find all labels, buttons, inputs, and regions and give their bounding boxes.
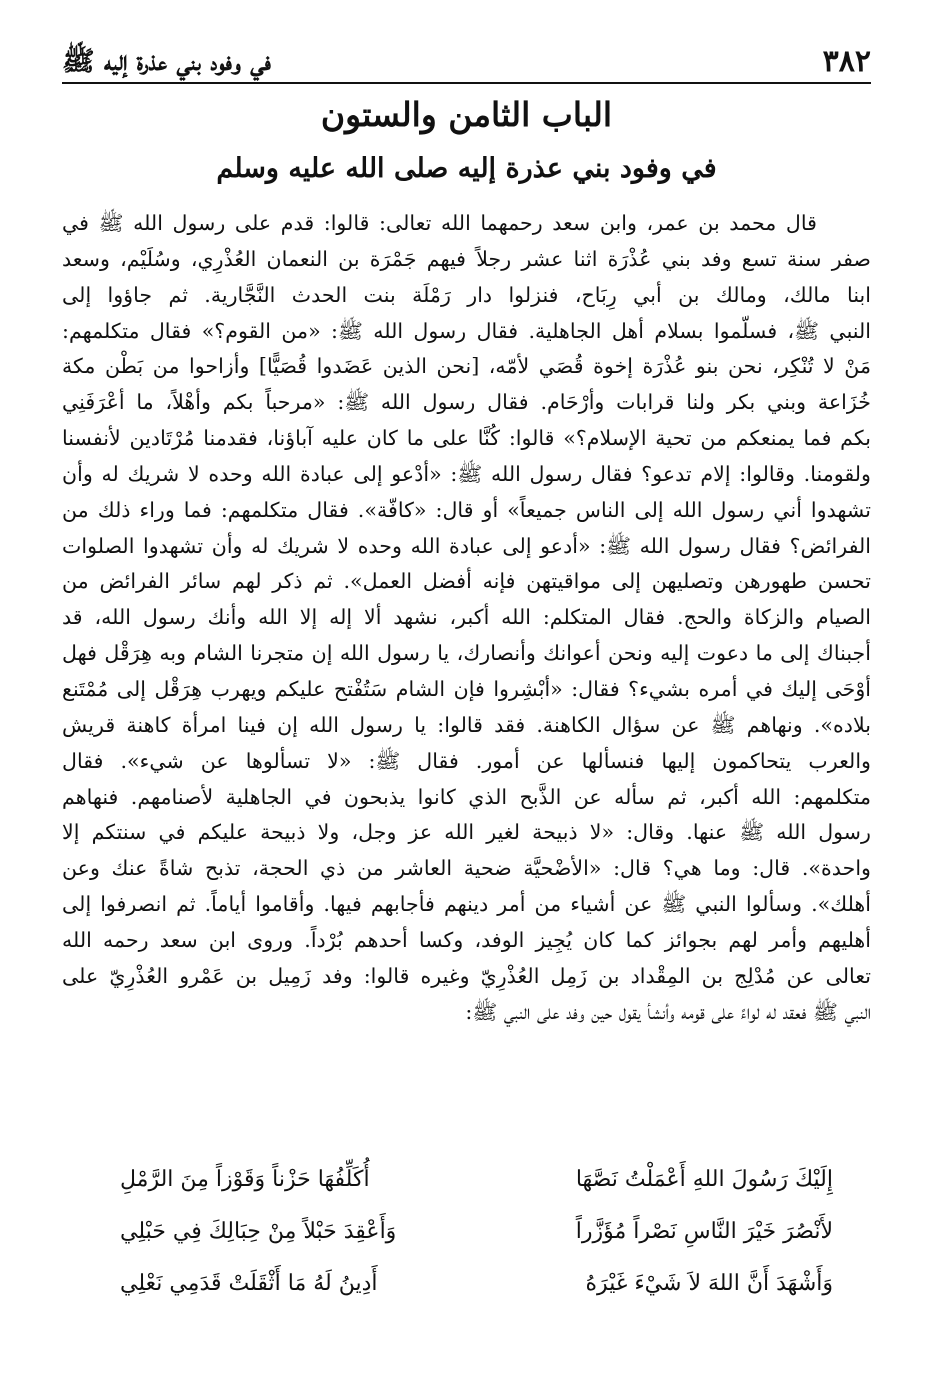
text-line: ولقومنا. وقالوا: إلام تدعو؟ فقال رسول الله ﷺ: «أدْعو إلى عبادة الله وحده لا شريك له وأن: [62, 461, 871, 486]
text-line: ابنا مالك، ومالك بن أبي رِبَاح، فنزلوا دار رَمْلَة بنت الحدث النَّجَّارية. ثم جاؤوا إلى: [62, 282, 871, 307]
text-line: خُزَاعة وبني بكر ولنا قرابات وأرْحَام. فقال رسول الله ﷺ: «مرحباً بكم وأهْلاً، ما أعْرَفَنِي: [62, 390, 871, 415]
poem-verse: [120, 1264, 833, 1316]
text-line: أجبناك إلى ما دعوت إليه ونحن أعوانك وأنصارك، يا رسول الله إن متجرنا الشام وبه هِرَقْل فهل: [62, 641, 871, 666]
poem-verse: [120, 1160, 833, 1212]
text-line: النبي ﷺ فعقد له لواءً على قومه وأنشأ يقول حين وفد على النبي ﷺ:: [465, 999, 871, 1024]
text-line: واحدة». قال: وما هي؟ قال: «الأضْحيَّة ضحية العاشر من ذي الحجة، تذبح شاةً عنك وعن: [62, 856, 871, 881]
poem: [120, 1160, 833, 1316]
text-line: رسول الله ﷺ عنها. وقال: «لا ذبيحة لغير الله عز وجل، ولا ذبيحة عليكم في سنتكم إلا: [62, 820, 871, 845]
text-line: بلاده». ونهاهم ﷺ عن سؤال الكاهنة. فقد قالوا: يا رسول الله إن فينا امرأة كاهنة قريش: [62, 712, 871, 737]
text-line: قال محمد بن عمر، وابن سعد رحمهما الله تعالى: قالوا: قدم على رسول الله ﷺ في: [62, 211, 817, 235]
poem-hemistich-first: لأَنْصُرَ خَيْرَ النَّاسِ نَصْراً مُؤَزَّراً: [575, 1219, 833, 1244]
poem-hemistich-first: إِلَيْكَ رَسُولَ اللهِ أَعْمَلْتُ نَصَّهَا: [575, 1167, 833, 1192]
text-line: صفر سنة تسع وفد بني عُذْرَة اثنا عشر رجلاً فيهم جَمْرَة بن النعمان العُذْرِي، وسُلَيْم، وسعد: [62, 246, 871, 271]
text-line: بكم فما يمنعكم من تحية الإسلام؟» قالوا: كُنَّا على ما كان عليه آباؤنا، فقدمنا مُرْتَادين لأنفسنا: [62, 426, 871, 451]
poem-hemistich-first: وَأَشْهَدَ أَنَّ اللهَ لاَ شَيْءَ غَيْرَهُ: [585, 1271, 833, 1296]
text-line: مَنْ لا تُنْكِر، نحن بنو عُذْرَة إخوة قُصَي لأمّه، [نحن الذين عَضَدوا قُصَيًّا] وأزاحوا من بَطْن مكة: [62, 354, 871, 379]
text-line: أهلك». وسألوا النبي ﷺ عن أشياء من أمر دينهم فأجابهم فيها. وأقاموا أياماً. ثم انصرفوا إلى: [62, 892, 871, 917]
text-line: تشهدوا أني رسول الله إلى الناس جميعاً» أو قال: «كافّة». فقال متكلمهم: فما وراء ذلك من: [62, 497, 871, 522]
chapter-subtitle: في وفود بني عذرة إليه صلى الله عليه وسلم: [216, 153, 717, 184]
text-line: تحسن طهورهن وتصليهن إلى مواقيتهن فإنه أفضل العمل». ثم ذكر لهم سائر الفرائض من: [62, 569, 871, 594]
text-line: متكلمهم: الله أكبر، ثم سأله عن الذَّبح الذي كانوا يذبحون في الجاهلية لأصنامهم. فنهاهم: [62, 784, 871, 809]
text-line: الفرائض؟ فقال رسول الله ﷺ: «أدعو إلى عبادة الله وحده لا شريك له وأن تشهدوا الصلوات: [62, 533, 871, 558]
text-line: أهليهم وأمر لهم بجوائز كما كان يُجِيز الوفد، وكسا أحدهم بُرْداً. وروى ابن سعد رحمه الله: [62, 927, 871, 952]
text-line: تعالى عن مُدْلِج بن المِقْداد بن زَمِل العُذْرِيّ وغيره قالوا: وفد زَمِيل بن عَمْرو العُذْرِيّ على: [62, 963, 871, 988]
poem-hemistich-second: أُكَلِّفُهَا حَزْناً وَقَوْزاً مِنَ الرَّمْلِ: [120, 1167, 370, 1192]
poem-verse: [120, 1212, 833, 1264]
poem-hemistich-second: أَدِينُ لَهُ مَا أَثْقَلَتْ قَدَمِي نَعْلِي: [120, 1271, 378, 1296]
text-line: أوْحَى إليك في أمره بشيء؟ فقال: «أبْشِروا فإن الشام سَتُفْتح عليكم ويهرب هِرَقْل إلى مُمْتَنع: [62, 676, 871, 701]
running-title: في وفود بني عذرة إليه ﷺ: [62, 46, 271, 77]
text-line: الصيام والزكاة والحج. فقال المتكلم: الله أكبر، نشهد ألا إله إلا الله وأنك رسول الله، قد: [62, 605, 871, 630]
page-header: [62, 42, 871, 84]
poem-hemistich-second: وَأَعْقِدَ حَبْلاً مِنْ حِبَالِكَ فِي حَبْلِي: [120, 1219, 397, 1244]
text-line: والعرب يتحاكمون إليها فنسألها عن أمور. فقال ﷺ: «لا تسألوها عن شيء». فقال: [62, 748, 871, 773]
body-paragraph: [62, 206, 871, 1030]
chapter-title: الباب الثامن والستون: [320, 95, 613, 134]
text-line: النبي ﷺ، فسلّموا بسلام أهل الجاهلية. فقال رسول الله ﷺ: «من القوم؟» فقال متكلمهم:: [62, 318, 871, 343]
page-number: ٣٨٢: [822, 44, 871, 79]
